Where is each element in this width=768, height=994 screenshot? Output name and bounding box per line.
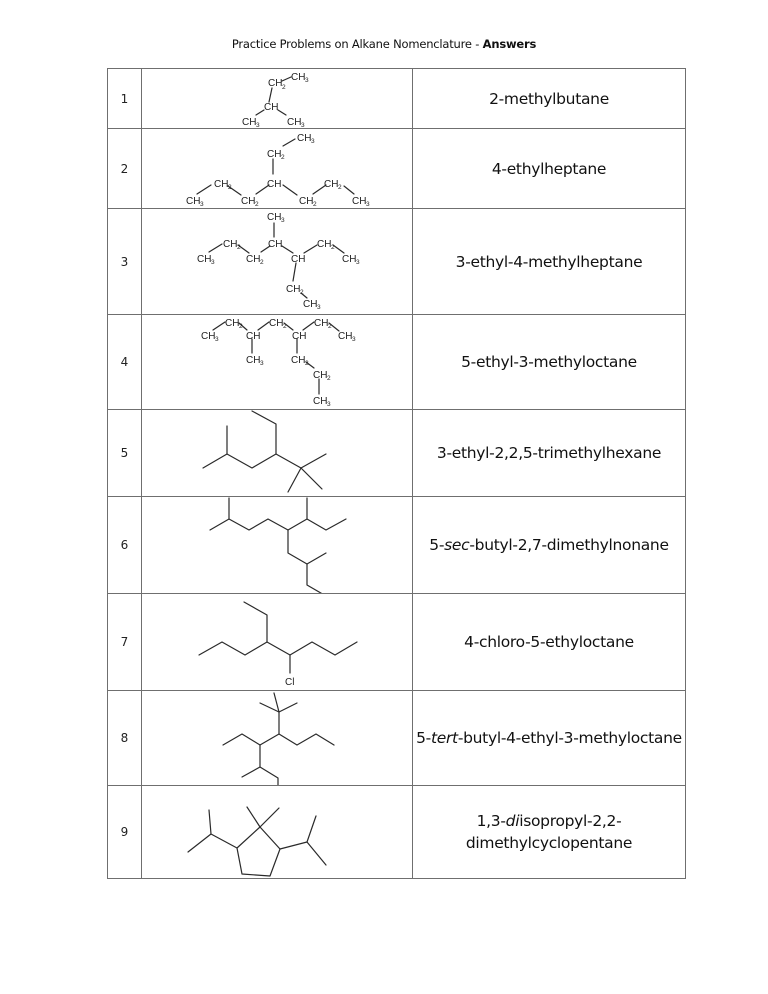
svg-text:CH: CH bbox=[297, 133, 312, 144]
svg-text:3: 3 bbox=[301, 122, 305, 128]
table-row bbox=[108, 69, 686, 129]
page-title bbox=[0, 37, 768, 51]
svg-text:CH: CH bbox=[287, 117, 302, 128]
svg-text:2: 2 bbox=[260, 259, 264, 266]
structure-cell bbox=[142, 315, 413, 410]
svg-text:2: 2 bbox=[282, 84, 286, 91]
svg-text:2: 2 bbox=[327, 375, 331, 382]
row-number: 2 bbox=[108, 129, 142, 209]
svg-text:CH: CH bbox=[291, 254, 306, 265]
svg-text:3: 3 bbox=[200, 201, 204, 208]
svg-text:CH: CH bbox=[313, 370, 328, 381]
svg-text:2: 2 bbox=[305, 360, 309, 367]
svg-text:2: 2 bbox=[237, 244, 241, 251]
molecule-5-tert-butyl-4-ethyl-3-methyloctane bbox=[142, 691, 412, 785]
row-number: 3 bbox=[108, 209, 142, 315]
svg-text:3: 3 bbox=[256, 122, 260, 128]
svg-text:CH: CH bbox=[186, 196, 201, 207]
molecule-3-ethyl-2-2-5-trimethylhexane bbox=[142, 410, 412, 496]
svg-text:CH: CH bbox=[267, 179, 282, 190]
svg-text:CH: CH bbox=[286, 284, 301, 295]
table-row bbox=[108, 594, 686, 691]
svg-text:3: 3 bbox=[327, 401, 331, 408]
molecule-3-ethyl-4-methylheptane bbox=[142, 209, 412, 314]
compound-name bbox=[413, 786, 686, 879]
svg-text:CH: CH bbox=[317, 239, 332, 250]
table-row bbox=[108, 410, 686, 497]
structure-cell bbox=[142, 691, 413, 786]
svg-text:2: 2 bbox=[255, 201, 259, 208]
svg-text:3: 3 bbox=[356, 259, 360, 266]
structure-cell bbox=[142, 497, 413, 594]
svg-text:CH: CH bbox=[197, 254, 212, 265]
compound-name: 4-chloro-5-ethyloctane bbox=[413, 594, 686, 691]
svg-text:CH: CH bbox=[214, 179, 229, 190]
structure-cell bbox=[142, 69, 413, 129]
svg-text:CH: CH bbox=[292, 331, 307, 342]
svg-text:CH: CH bbox=[242, 117, 257, 128]
structure-cell bbox=[142, 129, 413, 209]
row-number: 9 bbox=[108, 786, 142, 879]
svg-text:3: 3 bbox=[305, 77, 309, 84]
svg-text:CH: CH bbox=[264, 102, 279, 113]
row-number: 4 bbox=[108, 315, 142, 410]
svg-text:3: 3 bbox=[211, 259, 215, 266]
svg-text:CH: CH bbox=[299, 196, 314, 207]
compound-name: 5-sec-butyl-2,7-dimethylnonane bbox=[413, 497, 686, 594]
structure-cell bbox=[142, 594, 413, 691]
svg-text:2: 2 bbox=[239, 323, 243, 330]
molecule-5-sec-butyl-2-7-dimethylnonane bbox=[142, 497, 412, 593]
svg-text:CH: CH bbox=[291, 72, 306, 83]
title-text: Practice Problems on Alkane Nomenclature - bbox=[231, 37, 483, 51]
svg-text:CH: CH bbox=[241, 196, 256, 207]
svg-text:2: 2 bbox=[313, 201, 317, 208]
svg-text:CH: CH bbox=[267, 212, 282, 223]
compound-name-line1: 1,3-diisopropyl-2,2- bbox=[476, 812, 622, 830]
molecule-1-3-diisopropyl-2-2-dimethylcyclopentane bbox=[142, 786, 412, 878]
svg-text:CH: CH bbox=[246, 355, 261, 366]
svg-text:2: 2 bbox=[281, 154, 285, 161]
compound-name: 2-methylbutane bbox=[413, 69, 686, 129]
svg-text:2: 2 bbox=[283, 323, 287, 330]
svg-text:CH: CH bbox=[267, 149, 282, 160]
svg-text:CH: CH bbox=[268, 78, 283, 89]
structure-cell bbox=[142, 786, 413, 879]
chlorine-label: Cl bbox=[285, 677, 295, 688]
structure-cell bbox=[142, 410, 413, 497]
svg-text:3: 3 bbox=[281, 217, 285, 224]
table-row bbox=[108, 129, 686, 209]
structure-cell bbox=[142, 209, 413, 315]
row-number: 5 bbox=[108, 410, 142, 497]
compound-name: 5-ethyl-3-methyloctane bbox=[413, 315, 686, 410]
table-row bbox=[108, 315, 686, 410]
molecule-5-ethyl-3-methyloctane bbox=[142, 315, 412, 409]
table-row bbox=[108, 209, 686, 315]
svg-text:CH: CH bbox=[314, 318, 329, 329]
svg-text:2: 2 bbox=[331, 244, 335, 251]
svg-text:CH: CH bbox=[324, 179, 339, 190]
compound-name: 4-ethylheptane bbox=[413, 129, 686, 209]
compound-name: 5-tert-butyl-4-ethyl-3-methyloctane bbox=[413, 691, 686, 786]
title-answers: Answers bbox=[482, 37, 537, 51]
row-number: 6 bbox=[108, 497, 142, 594]
svg-text:3: 3 bbox=[215, 336, 219, 343]
svg-text:CH: CH bbox=[268, 239, 283, 250]
row-number: 8 bbox=[108, 691, 142, 786]
svg-text:3: 3 bbox=[260, 360, 264, 367]
svg-text:CH: CH bbox=[225, 318, 240, 329]
row-number: 7 bbox=[108, 594, 142, 691]
molecule-2-methylbutane bbox=[142, 69, 412, 128]
compound-name: 3-ethyl-2,2,5-trimethylhexane bbox=[413, 410, 686, 497]
svg-text:2: 2 bbox=[328, 323, 332, 330]
svg-text:CH: CH bbox=[201, 331, 216, 342]
table-row bbox=[108, 497, 686, 594]
molecule-4-chloro-5-ethyloctane bbox=[142, 594, 412, 690]
svg-text:CH: CH bbox=[246, 331, 261, 342]
table-row bbox=[108, 786, 686, 879]
svg-text:3: 3 bbox=[311, 138, 315, 145]
svg-text:CH: CH bbox=[342, 254, 357, 265]
svg-text:CH: CH bbox=[291, 355, 306, 366]
svg-text:3: 3 bbox=[352, 336, 356, 343]
svg-text:CH: CH bbox=[352, 196, 367, 207]
molecule-4-ethylheptane bbox=[142, 129, 412, 208]
svg-text:3: 3 bbox=[317, 304, 321, 311]
svg-text:CH: CH bbox=[313, 396, 328, 407]
compound-name-line2: dimethylcyclopentane bbox=[465, 834, 633, 852]
table-row bbox=[108, 691, 686, 786]
svg-text:2: 2 bbox=[228, 184, 232, 191]
answers-table bbox=[107, 68, 686, 879]
svg-text:3: 3 bbox=[366, 201, 370, 208]
compound-name: 3-ethyl-4-methylheptane bbox=[413, 209, 686, 315]
svg-text:CH: CH bbox=[338, 331, 353, 342]
row-number: 1 bbox=[108, 69, 142, 129]
svg-text:2: 2 bbox=[338, 184, 342, 191]
svg-text:2: 2 bbox=[300, 289, 304, 296]
svg-text:CH: CH bbox=[223, 239, 238, 250]
svg-text:CH: CH bbox=[269, 318, 284, 329]
svg-text:CH: CH bbox=[246, 254, 261, 265]
svg-text:CH: CH bbox=[303, 299, 318, 310]
